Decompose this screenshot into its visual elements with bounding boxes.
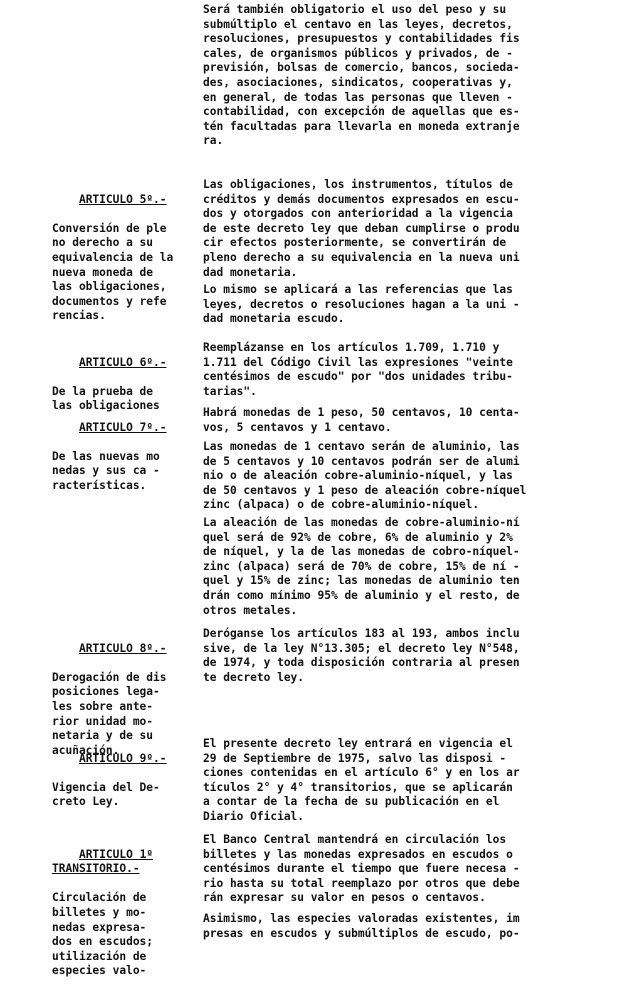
transitional-article-1-description: Circulación de billetes y mo- nedas expresa- dos en escudos; utilización de especies valo- <box>52 891 154 978</box>
article-5-heading: ARTICULO 5º.- <box>78 192 167 206</box>
article-6-heading: ARTICULO 6º.- <box>78 355 167 369</box>
article-7-margin-note <box>52 406 202 523</box>
transitional-article-1-heading: ARTICULO 1º TRANSITORIO.- <box>52 847 154 876</box>
article-8-heading: ARTICULO 8º.- <box>78 641 167 655</box>
article-7-paragraph-2: Las monedas de 1 centavo serán de aluminio, las de 5 centavos y 10 centavos podrán ser de alumi nio o de aleación cobre-aluminio-níquel, y las de 50 centavos y 1 peso de aleación cobre-níquel zinc (alpaca) o de cobre-aluminio-níquel. <box>203 440 527 512</box>
article-7-heading: ARTICULO 7º.- <box>78 420 167 434</box>
article-9-margin-note <box>52 737 202 839</box>
article-9-paragraph: El presente decreto ley entrará en vigencia el 29 de Septiembre de 1975, salvo las disposi - ciones contenidas en el artículo 6° y en los ar tículos 2° y 4° transitorios, que se aplicarán a contar de la fecha de su publicación en el Diario Oficial. <box>203 737 520 823</box>
article-7-paragraph-3: La aleación de las monedas de cobre-aluminio-ní quel será de 92% de cobre, 6% de aluminio y 2% de níquel, y la de las monedas de cobro-níquel- zinc (alpaca) será de 70% de cobre, 15% de ní - quel y 15% de zinc; las monedas de aluminio ten drán como mínimo 95% de aluminio y el resto, de otros metales. <box>203 516 520 617</box>
article-5-description: Conversión de ple no derecho a su equivalencia de la nueva moneda de las obligaciones, documentos y refe rencias. <box>52 221 174 323</box>
article-8-paragraph: Derógansе los artículos 183 al 193, ambos inclu sive, de la ley N°13.305; el decreto ley N°548, de 1974, y toda disposición contraria al presen te decreto ley. <box>203 627 520 684</box>
article-7-paragraph-1: Habrá monedas de 1 peso, 50 centavos, 10 centa- vos, 5 centavos y 1 centavo. <box>203 406 520 434</box>
article-5-paragraph-2: Lo mismo se aplicará a las referencias que las leyes, decretos o resoluciones hagan a la uni - dad monetaria escudo. <box>203 283 520 326</box>
article-5-paragraph-1: Las obligaciones, los instrumentos, títulos de créditos y demás documentos expresados en escu- dos y otorgados con anterioridad a la vigencia de este decreto ley que deban cumplirse o produ cir efectos posteriormente, se convertirán de pleno derecho a su equivalencia en la nueva uni dad monetaria. <box>203 178 520 279</box>
article-6-description: De la prueba de las obligaciones <box>52 384 160 413</box>
article-9-heading: ARTICULO 9º.- <box>78 751 167 765</box>
article-9-description: Vigencia del De- creto Ley. <box>52 780 160 809</box>
intro-paragraph: Será también obligatorio el uso del peso y su submúltiplo el centavo en las leyes, decretos, resoluciones, presupuestos y contabilidades fis cales, de organismos públicos y privados, de - previsión, bolsas de comercio, bancos, socieda- des, asociaciones, sindicatos, cooperativas y, en general, de todas las personas que lleven - contabilidad, con excepción de aquellas que es- tén facultadas para llevarla en moneda extranje ra. <box>203 3 520 148</box>
article-6-paragraph: Reemplázanse en los artículos 1.709, 1.710 y 1.711 del Código Civil las expresiones "veinte centésimos de escudo" por "dos unidades tribu- tarias". <box>203 341 513 398</box>
transitional-article-1-paragraph-1: El Banco Central mantendrá en circulación los billetes y las monedas expresados en escudos o centésimos durante el tiempo que fuere necesa - rio hasta su total reemplazo por otros que debe rán expresar su valor en pesos o centavos. <box>203 833 520 905</box>
transitional-article-1-margin-note <box>52 833 202 1008</box>
transitional-article-1-paragraph-2: Asimismo, las especies valoradas existentes, im presas en escudos y submúltiplos de escudo, po- <box>203 912 520 940</box>
article-7-description: De las nuevas mo nedas y sus ca - racterísticas. <box>52 449 160 492</box>
article-5-margin-note <box>52 178 202 353</box>
article-8-description: Derogación de dis posiciones lega- les sobre ante- rior unidad mo- netaria y de su acuñación. <box>52 670 167 757</box>
